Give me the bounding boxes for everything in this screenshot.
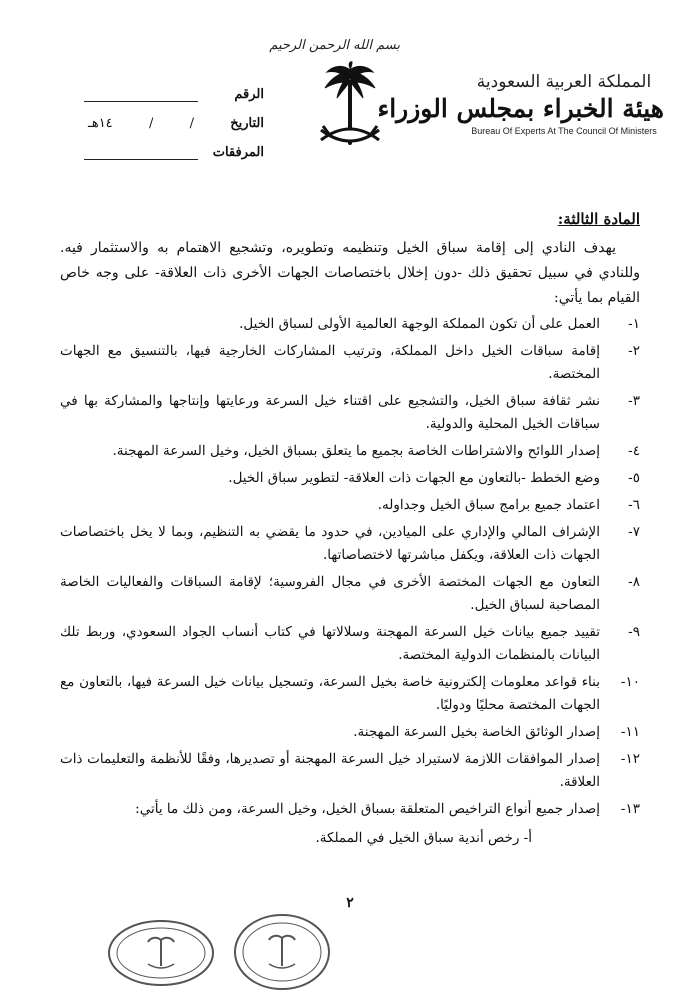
item-number: ٢- xyxy=(628,343,640,359)
reference-block xyxy=(84,73,264,160)
item-number: ١٣- xyxy=(620,801,640,817)
item-number: ٤- xyxy=(628,443,640,459)
date-label: التاريخ xyxy=(230,116,264,131)
article-items xyxy=(60,313,640,821)
list-item xyxy=(60,621,640,667)
item-number: ٨- xyxy=(628,574,640,590)
list-item xyxy=(60,494,640,517)
item-number: ٩- xyxy=(628,624,640,640)
item-number: ١- xyxy=(628,316,640,332)
item-text: العمل على أن تكون المملكة الوجهة العالمية الأولى لسباق الخيل. xyxy=(239,316,600,332)
date-slash: / xyxy=(189,116,194,131)
article-title: المادة الثالثة: xyxy=(557,210,640,228)
number-row xyxy=(84,73,264,102)
list-item xyxy=(60,521,640,567)
list-item xyxy=(60,798,640,821)
list-item xyxy=(60,571,640,617)
list-item xyxy=(60,440,640,463)
item-number: ١٠- xyxy=(620,674,640,690)
item-text: اعتماد جميع برامج سباق الخيل وجداوله. xyxy=(377,497,600,513)
attachments-row xyxy=(84,131,264,160)
item-text: نشر ثقافة سباق الخيل، والتشجيع على اقتناء خيل السرعة ورعايتها وإنتاجها والمشاركة بها في سباقات الخيل المحلية والدولية. xyxy=(60,393,600,432)
item-text: تقييد جميع بيانات خيل السرعة المهجنة وسلالاتها في كتاب أنساب الجواد السعودي، وربط تلك البيانات بالمنظمات الدولية المختصة. xyxy=(60,624,600,663)
basmala: بسم الله الرحمن الرحيم xyxy=(269,38,400,53)
item-number: ٥- xyxy=(628,470,640,486)
palm-swords-emblem-icon xyxy=(315,60,385,155)
sub-item: أ- رخص أندية سباق الخيل في المملكة. xyxy=(315,830,532,846)
date-year-suffix: ١٤هـ xyxy=(88,116,113,131)
list-item xyxy=(60,340,640,386)
item-text: وضع الخطط -بالتعاون مع الجهات ذات العلاقة- لتطوير سباق الخيل. xyxy=(228,470,600,486)
number-field-line xyxy=(84,87,198,102)
list-item xyxy=(60,313,640,336)
list-item xyxy=(60,748,640,794)
document-body xyxy=(60,210,640,850)
letterhead-right xyxy=(377,72,664,136)
intro-paragraph: يهدف النادي إلى إقامة سباق الخيل وتنظيمه وتطويره، وتشجيع الاهتمام به والاستثمار فيه. وللنادي في سبيل تحقيق ذلك -دون إخلال باختصاصات الجهات الأخرى ذات العلاقة- على وجه خاص القيام بما يأتي: xyxy=(60,240,640,306)
list-item xyxy=(60,671,640,717)
item-text: إصدار الموافقات اللازمة لاستيراد خيل السرعة المهجنة أو تصديرها، وفقًا للأنظمة والتعليمات ذات العلاقة. xyxy=(60,751,600,790)
date-row xyxy=(84,102,264,131)
list-item xyxy=(60,467,640,490)
number-label: الرقم xyxy=(234,87,264,102)
item-number: ١١- xyxy=(620,724,640,740)
date-slash: / xyxy=(148,116,154,131)
list-item xyxy=(60,721,640,744)
official-seal-icon xyxy=(232,912,332,992)
bureau-name-english: Bureau Of Experts At The Council Of Ministers xyxy=(471,126,657,136)
item-number: ١٢- xyxy=(620,751,640,767)
date-field xyxy=(84,116,198,131)
official-seal-icon xyxy=(106,918,216,988)
page-number: ٢ xyxy=(346,895,354,911)
item-text: إصدار الوثائق الخاصة بخيل السرعة المهجنة. xyxy=(353,724,600,740)
item-text: إصدار اللوائح والاشتراطات الخاصة بجميع ما يتعلق بسباق الخيل، وخيل السرعة المهجنة. xyxy=(112,443,600,459)
item-text: إصدار جميع أنواع التراخيص المتعلقة بسباق الخيل، وخيل السرعة، ومن ذلك ما يأتي: xyxy=(135,801,600,817)
bureau-name-arabic: هيئة الخبراء بمجلس الوزراء xyxy=(377,94,664,123)
item-text: الإشراف المالي والإداري على الميادين، في حدود ما يقضي به التنظيم، وبما لا يخل باختصاصات الجهات ذات العلاقة، ويكفل مباشرتها لاختصاصاتها. xyxy=(60,524,600,563)
item-number: ٧- xyxy=(628,524,640,540)
attachments-label: المرفقات xyxy=(212,145,264,160)
item-text: التعاون مع الجهات المختصة الأخرى في مجال الفروسية؛ لإقامة السباقات والفعاليات الخاصة المصاحبة لسباق الخيل. xyxy=(60,574,600,613)
list-item xyxy=(60,390,640,436)
item-text: إقامة سباقات الخيل داخل المملكة، وترتيب المشاركات الخارجية فيها، بالتنسيق مع الجهات المختصة. xyxy=(60,343,600,382)
kingdom-name: المملكة العربية السعودية xyxy=(476,72,652,92)
item-text: بناء قواعد معلومات إلكترونية خاصة بخيل السرعة، وتسجيل بيانات خيل السرعة فيها، بالتعاون مع الجهات المختصة محليًا ودوليًا. xyxy=(60,674,600,713)
item-number: ٣- xyxy=(628,393,640,409)
attachments-field-line xyxy=(84,145,198,160)
item-number: ٦- xyxy=(628,497,640,513)
